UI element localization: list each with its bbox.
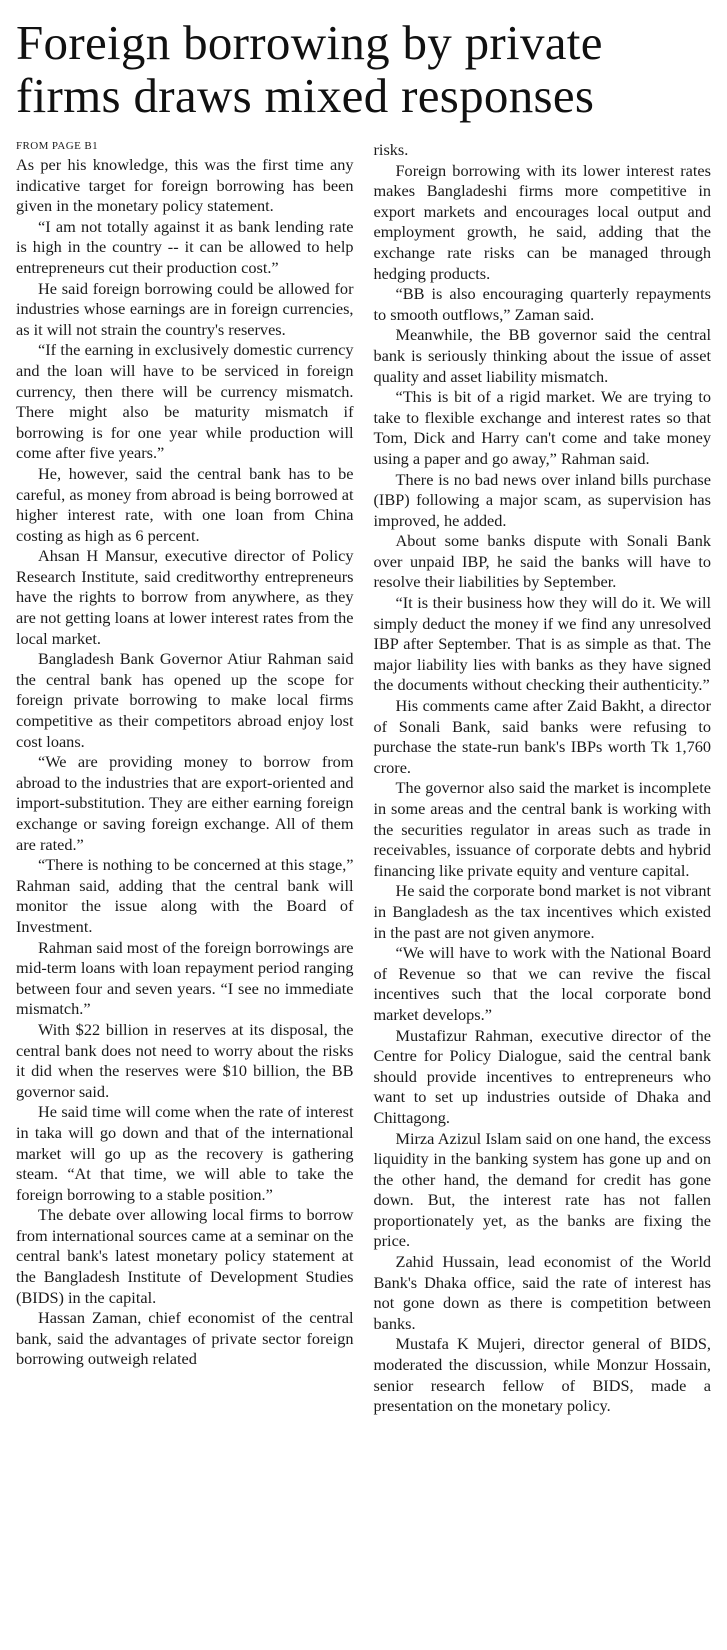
paragraph: “If the earning in exclusively domestic currency and the loan will have to be serviced in foreign currency, then there will be currency mismatch. There might also be maturity mismatch if borrowing is for one year while production will come after five years.” [16, 340, 354, 463]
paragraph: risks. [373, 140, 409, 159]
paragraph: With $22 billion in reserves at its disposal, the central bank does not need to worry about the risks it did when the reserves were $10 billion, the BB governor said. [16, 1019, 354, 1101]
paragraph: He, however, said the central bank has to be careful, as money from abroad is being borrowed at higher interest rate, with one loan from China costing as high as 6 percent. [16, 463, 354, 545]
jump-label: FROM PAGE B1 [16, 140, 99, 152]
column-right [374, 140, 712, 1417]
paragraph: Rahman said most of the foreign borrowings are mid-term loans with loan repayment period ranging between four and seven years. “I see no immediate mismatch.” [16, 937, 354, 1019]
paragraph: He said time will come when the rate of interest in taka will go down and that of the international market will go up as the recovery is gathering steam. “At that time, we will able to take the foreign borrowing to a stable position.” [16, 1102, 354, 1204]
paragraph: Mustafizur Rahman, executive director of the Centre for Policy Dialogue, said the central bank should provide incentives to entrepreneurs who want to set up industries outside of Dhaka and Chittagong. [373, 1025, 711, 1127]
paragraph: Bangladesh Bank Governor Atiur Rahman said the central bank has opened up the scope for foreign private borrowing to make local firms competitive as their competitors abroad enjoy lost cost loans. [16, 649, 354, 751]
paragraph: He said the corporate bond market is not vibrant in Bangladesh as the tax incentives which existed in the past are not given anymore. [373, 881, 711, 942]
paragraph: “BB is also encouraging quarterly repayments to smooth outflows,” Zaman said. [373, 284, 711, 324]
paragraph: About some banks dispute with Sonali Bank over unpaid IBP, he said the banks will have to resolve their liabilities by September. [373, 531, 711, 592]
paragraph: As per his knowledge, this was the first time any indicative target for foreign borrowing has been given in the monetary policy statement. [16, 155, 354, 216]
paragraph: Hassan Zaman, chief economist of the central bank, said the advantages of private sector foreign borrowing outweigh related [16, 1308, 354, 1369]
paragraph: Meanwhile, the BB governor said the central bank is seriously thinking about the issue of asset quality and asset liability mismatch. [373, 325, 711, 386]
paragraph: Foreign borrowing with its lower interest rates makes Bangladeshi firms more competitive in export markets and encourages local output and employment growth, he said, adding that the exchange rate risks can be managed through hedging products. [373, 160, 711, 283]
paragraph: “We will have to work with the National Board of Revenue so that we can revive the fiscal incentives such that the local corporate bond market develops.” [373, 943, 711, 1024]
paragraph: Ahsan H Mansur, executive director of Policy Research Institute, said creditworthy entrepreneurs have the rights to borrow from anywhere, as they are not getting loans at lower interest rates from the local market. [16, 546, 354, 648]
paragraph: Mustafa K Mujeri, director general of BIDS, moderated the discussion, while Monzur Hossain, senior research fellow of BIDS, made a presentation on the monetary policy. [373, 1334, 711, 1416]
paragraph: Mirza Azizul Islam said on one hand, the excess liquidity in the banking system has gone up and on the other hand, the demand for credit has gone down. But, the interest rate has not fallen proportionately yet, as the banks are fixing the price. [373, 1128, 711, 1251]
column-left [16, 140, 354, 1417]
paragraph: The governor also said the market is incomplete in some areas and the central bank is working with the securities regulator in areas such as trade in receivables, issuance of corporate debts and hybrid financing like private equity and venture capital. [373, 778, 711, 880]
paragraph: He said foreign borrowing could be allowed for industries whose earnings are in foreign currencies, as it will not strain the country's reserves. [16, 278, 354, 339]
paragraph: “It is their business how they will do it. We will simply deduct the money if we find any unresolved IBP after September. That is as simple as that. The major liability lies with banks as they have signed the documents without checking their authenticity.” [373, 593, 711, 695]
paragraph: Zahid Hussain, lead economist of the World Bank's Dhaka office, said the rate of interest has not gone down as there is competition between banks. [373, 1252, 711, 1333]
article-body [16, 140, 711, 1417]
paragraph: “This is bit of a rigid market. We are trying to take to flexible exchange and interest rates so that Tom, Dick and Harry can't come and take money using a paper and go away,” Rahman said. [373, 387, 711, 468]
paragraph: “I am not totally against it as bank lending rate is high in the country -- it can be allowed to help entrepreneurs cut their production cost.” [16, 216, 354, 277]
headline: Foreign borrowing by private firms draws mixed responses [16, 15, 603, 123]
paragraph: The debate over allowing local firms to borrow from international sources came at a seminar on the central bank's latest monetary policy statement at the Bangladesh Institute of Development Studies (BIDS) in the capital. [16, 1205, 354, 1307]
paragraph: “There is nothing to be concerned at this stage,” Rahman said, adding that the central bank will monitor the issue along with the Board of Investment. [16, 855, 354, 936]
paragraph: “We are providing money to borrow from abroad to the industries that are export-oriented and import-substitution. They are either earning foreign exchange or saving foreign exchange. All of them are rated.” [16, 752, 354, 854]
paragraph: His comments came after Zaid Bakht, a director of Sonali Bank, said banks were refusing to purchase the state-run bank's IBPs worth Tk 1,760 crore. [373, 696, 711, 777]
paragraph: There is no bad news over inland bills purchase (IBP) following a major scam, as supervision has improved, he added. [373, 469, 711, 530]
